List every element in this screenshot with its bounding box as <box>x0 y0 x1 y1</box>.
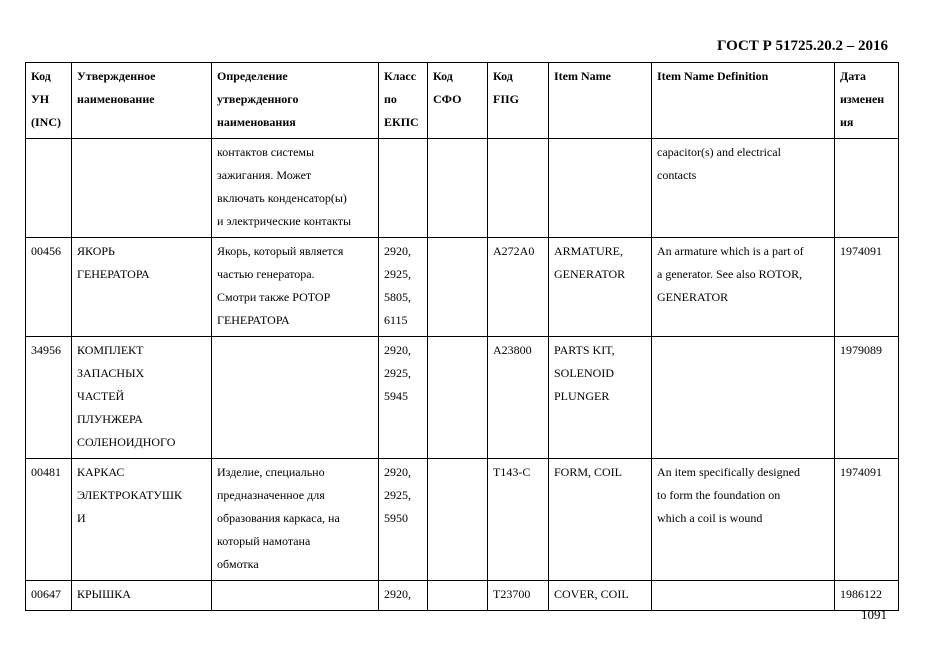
cell-inc <box>26 139 72 238</box>
cell-ekps-class: 2920, 2925, 5950 <box>379 459 428 581</box>
cell-inc: 00647 <box>26 581 72 611</box>
table-row <box>26 459 899 581</box>
cell-change-date: 1986122 <box>835 581 899 611</box>
column-header-inc: Код УН (INC) <box>26 63 72 139</box>
cell-approved-name <box>72 139 212 238</box>
cell-change-date: 1979089 <box>835 337 899 459</box>
column-header-sfo-code: Код СФО <box>428 63 488 139</box>
cell-fiig-code: T23700 <box>488 581 549 611</box>
column-header-approved-name: Утвержденное наименование <box>72 63 212 139</box>
table-row <box>26 337 899 459</box>
cell-inc: 00456 <box>26 238 72 337</box>
cell-ekps-class: 2920, 2925, 5945 <box>379 337 428 459</box>
cell-ekps-class: 2920, 2925, 5805, 6115 <box>379 238 428 337</box>
cell-fiig-code <box>488 139 549 238</box>
cell-sfo-code <box>428 581 488 611</box>
cell-approved-name: КАРКАС ЭЛЕКТРОКАТУШК И <box>72 459 212 581</box>
cell-item-definition <box>652 581 835 611</box>
document-code: ГОСТ Р 51725.20.2 – 2016 <box>716 38 888 54</box>
cell-definition <box>212 581 379 611</box>
column-header-ekps-class: Класс по ЕКПС <box>379 63 428 139</box>
cell-change-date: 1974091 <box>835 459 899 581</box>
cell-item-name <box>549 139 652 238</box>
cell-fiig-code: A23800 <box>488 337 549 459</box>
cell-item-definition <box>652 337 835 459</box>
page-number: 1091 <box>861 607 887 622</box>
table-row <box>26 581 899 611</box>
cell-item-definition: An armature which is a part of a generator. See also ROTOR, GENERATOR <box>652 238 835 337</box>
cell-change-date: 1974091 <box>835 238 899 337</box>
column-header-item-name: Item Name <box>549 63 652 139</box>
cell-change-date <box>835 139 899 238</box>
cell-sfo-code <box>428 139 488 238</box>
cell-ekps-class: 2920, <box>379 581 428 611</box>
cell-ekps-class <box>379 139 428 238</box>
cell-inc: 34956 <box>26 337 72 459</box>
column-header-fiig-code: Код FIIG <box>488 63 549 139</box>
cell-item-name: FORM, COIL <box>549 459 652 581</box>
cell-definition: Якорь, который является частью генератора. Смотри также РОТОР ГЕНЕРАТОРА <box>212 238 379 337</box>
table-row <box>26 139 899 238</box>
table-row <box>26 238 899 337</box>
cell-definition: Изделие, специально предназначенное для образования каркаса, на который намотана обмотка <box>212 459 379 581</box>
cell-item-definition: capacitor(s) and electrical contacts <box>652 139 835 238</box>
cell-approved-name: ЯКОРЬ ГЕНЕРАТОРА <box>72 238 212 337</box>
cell-sfo-code <box>428 337 488 459</box>
cell-sfo-code <box>428 238 488 337</box>
cell-item-name: PARTS KIT, SOLENOID PLUNGER <box>549 337 652 459</box>
column-header-definition: Определение утвержденного наименования <box>212 63 379 139</box>
column-header-item-definition: Item Name Definition <box>652 63 835 139</box>
cell-item-name: ARMATURE, GENERATOR <box>549 238 652 337</box>
cell-approved-name: КОМПЛЕКТ ЗАПАСНЫХ ЧАСТЕЙ ПЛУНЖЕРА СОЛЕНОИДНОГО <box>72 337 212 459</box>
table-header-row <box>26 63 899 139</box>
cell-definition <box>212 337 379 459</box>
cell-inc: 00481 <box>26 459 72 581</box>
column-header-change-date: Дата изменен ия <box>835 63 899 139</box>
cell-fiig-code: T143-C <box>488 459 549 581</box>
cell-sfo-code <box>428 459 488 581</box>
cell-item-name: COVER, COIL <box>549 581 652 611</box>
cell-definition: контактов системы зажигания. Может включать конденсатор(ы) и электрические контакты <box>212 139 379 238</box>
classification-table <box>25 62 899 611</box>
cell-fiig-code: A272A0 <box>488 238 549 337</box>
cell-approved-name: КРЫШКА <box>72 581 212 611</box>
cell-item-definition: An item specifically designed to form the foundation on which a coil is wound <box>652 459 835 581</box>
